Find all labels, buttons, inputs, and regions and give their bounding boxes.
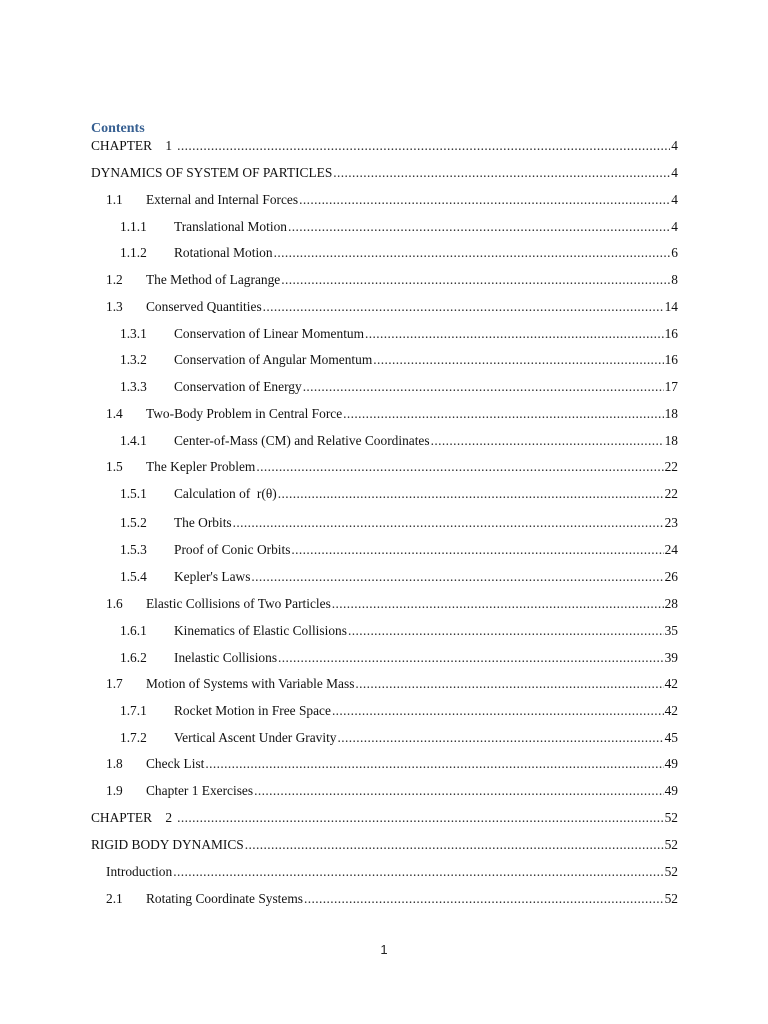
- toc-entry-page: 18: [664, 406, 678, 421]
- dot-leader: [263, 298, 664, 316]
- toc-entry-title: Calculation of r(θ): [174, 486, 277, 501]
- toc-entry-title: Check List: [146, 756, 205, 771]
- toc-entry-page: 16: [664, 352, 678, 367]
- toc-entry-page: 4: [671, 219, 678, 234]
- dot-leader: [332, 595, 664, 613]
- toc-entry[interactable]: [106, 271, 678, 289]
- toc-entry-page: 28: [664, 596, 678, 611]
- toc-entry-number: 1.1.2: [120, 245, 147, 260]
- toc-entry-page: 52: [664, 891, 678, 906]
- toc-entry[interactable]: [120, 351, 678, 369]
- toc-entry[interactable]: [120, 541, 678, 559]
- toc-entry-number: 1.6.1: [120, 623, 147, 638]
- toc-entry[interactable]: [120, 568, 678, 586]
- toc-entry-number: 1.4: [106, 406, 123, 421]
- dot-leader: [233, 514, 664, 532]
- toc-entry-page: 4: [671, 138, 678, 153]
- toc-entry-title: Two-Body Problem in Central Force: [146, 406, 343, 421]
- toc-entry-title: Elastic Collisions of Two Particles: [146, 596, 331, 611]
- toc-entry-page: 4: [671, 192, 678, 207]
- toc-entry-title: Conservation of Energy: [174, 379, 302, 394]
- toc-entry-title: Rotational Motion: [174, 245, 273, 260]
- dot-leader: [431, 432, 664, 450]
- toc-entry-page: 42: [664, 703, 678, 718]
- toc-entry[interactable]: [106, 782, 678, 800]
- toc-entry-page: 23: [664, 515, 678, 530]
- toc-entry-title: Vertical Ascent Under Gravity: [174, 730, 337, 745]
- toc-entry-number: 1.5.2: [120, 515, 147, 530]
- dot-leader: [254, 782, 664, 800]
- toc-entry-page: 18: [664, 433, 678, 448]
- toc-entry[interactable]: [106, 405, 678, 423]
- toc-entry[interactable]: [106, 298, 678, 316]
- toc-entry-title: RIGID BODY DYNAMICS: [91, 837, 244, 852]
- toc-entry-title: Translational Motion: [174, 219, 287, 234]
- dot-leader: [256, 458, 663, 476]
- toc-entry-page: 24: [664, 542, 678, 557]
- dot-leader: [173, 863, 663, 881]
- toc-entry[interactable]: [120, 244, 678, 262]
- dot-leader: [281, 271, 670, 289]
- toc-entry-title: Kepler's Laws: [174, 569, 251, 584]
- toc-entry-page: 42: [664, 676, 678, 691]
- dot-leader: [177, 809, 664, 827]
- toc-entry[interactable]: [91, 137, 678, 155]
- toc-entry[interactable]: [91, 809, 678, 827]
- dot-leader: [251, 568, 663, 586]
- toc-entry[interactable]: [120, 702, 678, 720]
- toc-entry-page: 35: [664, 623, 678, 638]
- toc-entry[interactable]: [106, 863, 678, 881]
- toc-entry-page: 17: [664, 379, 678, 394]
- toc-entry[interactable]: [91, 164, 678, 182]
- toc-entry[interactable]: [106, 595, 678, 613]
- toc-entry-page: 49: [664, 783, 678, 798]
- toc-entry-title: Conservation of Linear Momentum: [174, 326, 365, 341]
- toc-entry-number: 1.5.1: [120, 486, 147, 501]
- toc-entry[interactable]: [120, 325, 678, 343]
- toc-entry-number: 1.5.4: [120, 569, 147, 584]
- toc-entry-number: 1.2: [106, 272, 123, 287]
- dot-leader: [245, 836, 664, 854]
- toc-entry-number: 1.3: [106, 299, 123, 314]
- toc-entry-number: 1.4.1: [120, 433, 147, 448]
- dot-leader: [348, 622, 664, 640]
- toc-entry-page: 45: [664, 730, 678, 745]
- toc-entry-page: 16: [664, 326, 678, 341]
- toc-entry[interactable]: [91, 836, 678, 854]
- toc-entry-number: CHAPTER 1: [91, 138, 173, 153]
- toc-entry[interactable]: [120, 729, 678, 747]
- toc-entry[interactable]: [106, 755, 678, 773]
- toc-entry-title: Inelastic Collisions: [174, 650, 278, 665]
- toc-entry-number: 2.1: [106, 891, 123, 906]
- toc-entry[interactable]: [120, 485, 678, 503]
- toc-entry-number: 1.8: [106, 756, 123, 771]
- toc-entry-title: The Kepler Problem: [146, 459, 256, 474]
- dot-leader: [288, 218, 670, 236]
- dot-leader: [205, 755, 663, 773]
- toc-entry-page: 52: [664, 837, 678, 852]
- toc-entry-page: 39: [664, 650, 678, 665]
- toc-heading: Contents: [91, 121, 145, 136]
- dot-leader: [177, 137, 670, 155]
- toc-entry-page: 22: [664, 459, 678, 474]
- toc-entry[interactable]: [120, 514, 678, 532]
- toc-entry-number: 1.3.3: [120, 379, 147, 394]
- toc-entry-title: Center-of-Mass (CM) and Relative Coordinates: [174, 433, 430, 448]
- toc-entry-page: 52: [664, 810, 678, 825]
- page-number: 1: [380, 942, 388, 957]
- toc-entry-page: 49: [664, 756, 678, 771]
- toc-entry-title: Motion of Systems with Variable Mass: [146, 676, 355, 691]
- toc-entry[interactable]: [106, 675, 678, 693]
- dot-leader: [291, 541, 663, 559]
- toc-entry-number: 1.7.1: [120, 703, 147, 718]
- toc-entry-number: 1.6.2: [120, 650, 147, 665]
- toc-entry-title: Kinematics of Elastic Collisions: [174, 623, 347, 638]
- toc-entry-number: 1.3.2: [120, 352, 147, 367]
- dot-leader: [303, 378, 664, 396]
- toc-entry-title: DYNAMICS OF SYSTEM OF PARTICLES: [91, 165, 333, 180]
- toc-entry-title: Conservation of Angular Momentum: [174, 352, 373, 367]
- toc-entry-page: 14: [664, 299, 678, 314]
- toc-entry-number: 1.3.1: [120, 326, 147, 341]
- toc-entry-page: 52: [664, 864, 678, 879]
- toc-entry-number: CHAPTER 2: [91, 810, 173, 825]
- toc-entry-page: 4: [671, 165, 678, 180]
- toc-entry-number: 1.9: [106, 783, 123, 798]
- dot-leader: [373, 351, 663, 369]
- toc-entry-title: Rocket Motion in Free Space: [174, 703, 331, 718]
- dot-leader: [274, 244, 671, 262]
- toc-entry-number: 1.5: [106, 459, 123, 474]
- dot-leader: [355, 675, 663, 693]
- toc-entry[interactable]: [106, 890, 678, 908]
- dot-leader: [299, 191, 670, 209]
- toc-entry[interactable]: [120, 622, 678, 640]
- dot-leader: [304, 890, 664, 908]
- dot-leader: [365, 325, 664, 343]
- toc-entry-title: The Orbits: [174, 515, 232, 530]
- toc-entry-title: External and Internal Forces: [146, 192, 299, 207]
- toc-entry[interactable]: [120, 432, 678, 450]
- dot-leader: [343, 405, 663, 423]
- toc-entry[interactable]: [120, 378, 678, 396]
- toc-entry-title: Chapter 1 Exercises: [146, 783, 254, 798]
- toc-entry-page: 22: [664, 486, 678, 501]
- toc-entry-title: Proof of Conic Orbits: [174, 542, 291, 557]
- toc-entry-page: 26: [664, 569, 678, 584]
- toc-entry-number: 1.7: [106, 676, 123, 691]
- toc-entry-title: Introduction: [106, 864, 173, 879]
- toc-entry-title: Rotating Coordinate Systems: [146, 891, 303, 906]
- toc-entry[interactable]: [120, 649, 678, 667]
- toc-entry-number: 1.1: [106, 192, 123, 207]
- dot-leader: [278, 485, 664, 503]
- dot-leader: [333, 164, 670, 182]
- toc-entry-number: 1.1.1: [120, 219, 147, 234]
- toc-entry-page: 6: [671, 245, 678, 260]
- toc-entry-title: Conserved Quantities: [146, 299, 262, 314]
- toc-entry-page: 8: [671, 272, 678, 287]
- dot-leader: [278, 649, 664, 667]
- toc-entry-number: 1.5.3: [120, 542, 147, 557]
- dot-leader: [332, 702, 664, 720]
- toc-entry-title: The Method of Lagrange: [146, 272, 281, 287]
- toc-entry-number: 1.7.2: [120, 730, 147, 745]
- toc-entry[interactable]: [106, 458, 678, 476]
- dot-leader: [338, 729, 664, 747]
- toc-entry[interactable]: [106, 191, 678, 209]
- toc-entry[interactable]: [120, 218, 678, 236]
- toc-entry-number: 1.6: [106, 596, 123, 611]
